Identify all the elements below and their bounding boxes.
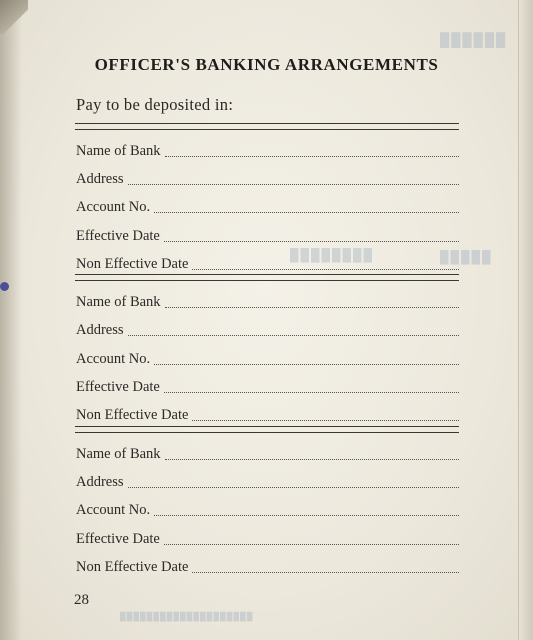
address-label: Address (76, 171, 124, 187)
section-divider (75, 426, 459, 433)
bank-name-label: Name of Bank (76, 446, 161, 462)
address-entry-line[interactable] (128, 180, 459, 185)
account-number-field[interactable] (76, 198, 459, 216)
show-through-text: ████████████████████ (120, 612, 254, 621)
account-number-entry-line[interactable] (154, 360, 459, 365)
account-number-label: Account No. (76, 502, 151, 518)
effective-date-field[interactable] (76, 530, 459, 548)
address-entry-line[interactable] (128, 331, 459, 336)
show-through-text: ████████ (290, 248, 375, 262)
effective-date-label: Effective Date (76, 379, 160, 395)
bank-name-entry-line[interactable] (165, 152, 459, 157)
bank-name-label: Name of Bank (76, 294, 161, 310)
ink-spot (0, 282, 9, 291)
bank-name-field[interactable] (76, 445, 459, 463)
non-effective-date-label: Non Effective Date (76, 559, 189, 575)
bank-name-entry-line[interactable] (165, 455, 459, 460)
address-label: Address (76, 322, 124, 338)
non-effective-date-field[interactable] (76, 255, 459, 273)
account-number-entry-line[interactable] (154, 511, 459, 516)
non-effective-date-label: Non Effective Date (76, 256, 189, 272)
bank-name-field[interactable] (76, 293, 459, 311)
section-divider (75, 274, 459, 281)
address-field[interactable] (76, 473, 459, 491)
page-edge (518, 0, 533, 640)
address-entry-line[interactable] (128, 483, 459, 488)
non-effective-date-entry-line[interactable] (192, 265, 459, 270)
bank-name-entry-line[interactable] (165, 303, 459, 308)
non-effective-date-field[interactable] (76, 558, 459, 576)
bank-name-field[interactable] (76, 142, 459, 160)
address-field[interactable] (76, 321, 459, 339)
address-field[interactable] (76, 170, 459, 188)
address-label: Address (76, 474, 124, 490)
show-through-text: █████ (440, 250, 493, 264)
account-number-field[interactable] (76, 501, 459, 519)
account-number-entry-line[interactable] (154, 208, 459, 213)
non-effective-date-field[interactable] (76, 406, 459, 424)
page-binding-shadow (0, 0, 22, 640)
account-number-field[interactable] (76, 350, 459, 368)
page-title: OFFICER'S BANKING ARRANGEMENTS (94, 55, 439, 74)
section-divider (75, 123, 459, 130)
effective-date-field[interactable] (76, 227, 459, 245)
non-effective-date-entry-line[interactable] (192, 416, 459, 421)
folded-corner (0, 0, 28, 34)
account-number-label: Account No. (76, 199, 151, 215)
deposit-instruction: Pay to be deposited in: (76, 95, 234, 114)
bank-name-label: Name of Bank (76, 143, 161, 159)
account-number-label: Account No. (76, 351, 151, 367)
effective-date-label: Effective Date (76, 531, 160, 547)
effective-date-entry-line[interactable] (164, 540, 459, 545)
effective-date-entry-line[interactable] (164, 237, 459, 242)
effective-date-entry-line[interactable] (164, 388, 459, 393)
effective-date-field[interactable] (76, 378, 459, 396)
page-number: 28 (74, 592, 89, 608)
non-effective-date-entry-line[interactable] (192, 568, 459, 573)
effective-date-label: Effective Date (76, 228, 160, 244)
non-effective-date-label: Non Effective Date (76, 407, 189, 423)
show-through-text: ██████ (440, 32, 508, 47)
